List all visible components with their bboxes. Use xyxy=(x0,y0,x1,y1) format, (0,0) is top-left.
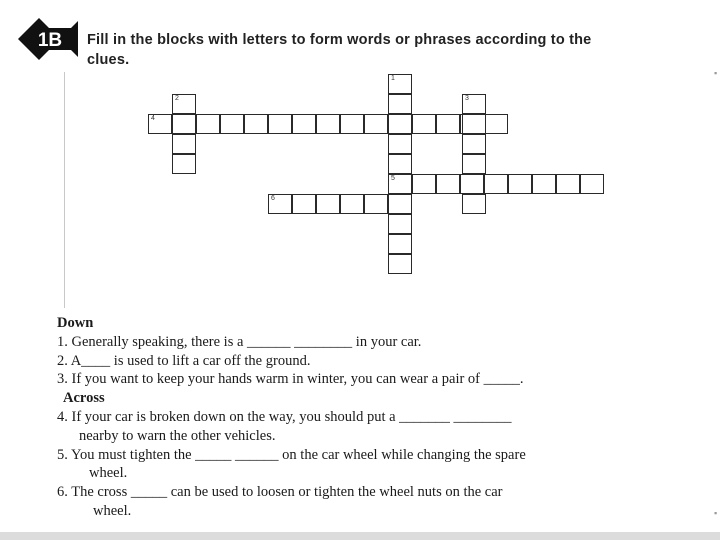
crossword-cell[interactable] xyxy=(316,194,340,214)
crossword-cell[interactable] xyxy=(412,114,436,134)
crossword-cell[interactable] xyxy=(532,174,556,194)
crossword-cell[interactable] xyxy=(292,194,316,214)
crossword-cell[interactable] xyxy=(244,114,268,134)
crossword-cell[interactable] xyxy=(388,254,412,274)
instructions-line-1: Fill in the blocks with letters to form words or phrases according to the xyxy=(87,32,592,48)
crossword-cell[interactable] xyxy=(388,134,412,154)
crossword-cell[interactable] xyxy=(436,114,460,134)
clue-number: 2 xyxy=(175,95,179,102)
clue-number: 3 xyxy=(465,95,469,102)
down-clue: 1. Generally speaking, there is a ______ ________ in your car. xyxy=(57,333,422,350)
clue-number: 6 xyxy=(271,195,275,202)
crossword-cell[interactable] xyxy=(388,234,412,254)
clue-number: 5 xyxy=(391,175,395,182)
crossword-cell[interactable] xyxy=(460,174,484,194)
crossword-cell[interactable] xyxy=(172,94,196,114)
crossword-cell[interactable] xyxy=(484,114,508,134)
crossword-cell[interactable] xyxy=(462,134,486,154)
down-clue: 3. If you want to keep your hands warm in winter, you can wear a pair of _____. xyxy=(57,371,524,388)
crossword-cell[interactable] xyxy=(292,114,316,134)
section-badge xyxy=(17,17,79,61)
crossword-cell[interactable] xyxy=(388,154,412,174)
across-clue: 6. The cross _____ can be used to loosen or tighten the wheel nuts on the car xyxy=(57,484,503,501)
crossword-cell[interactable] xyxy=(462,194,486,214)
crossword-cell[interactable] xyxy=(340,114,364,134)
crossword-cell[interactable] xyxy=(196,114,220,134)
crossword-cell[interactable] xyxy=(172,114,196,134)
crossword-cell[interactable] xyxy=(580,174,604,194)
crossword-cell[interactable] xyxy=(220,114,244,134)
across-clue: 5. You must tighten the _____ ______ on the car wheel while changing the spare xyxy=(57,446,526,463)
down-heading: Down xyxy=(57,315,94,331)
crossword-cell[interactable] xyxy=(462,154,486,174)
crossword-cell[interactable] xyxy=(268,114,292,134)
crossword-cell[interactable] xyxy=(364,194,388,214)
across-clue-continued: wheel. xyxy=(89,465,128,482)
crossword-cell[interactable] xyxy=(364,114,388,134)
crossword-cell[interactable] xyxy=(316,114,340,134)
crossword-cell[interactable] xyxy=(172,134,196,154)
down-clue: 2. A____ is used to lift a car off the ground. xyxy=(57,352,311,369)
crossword-cell[interactable] xyxy=(556,174,580,194)
instructions xyxy=(87,30,691,70)
crossword-cell[interactable] xyxy=(508,174,532,194)
crossword-cell[interactable] xyxy=(484,174,508,194)
across-clue-continued: wheel. xyxy=(93,502,132,519)
across-clue-continued: nearby to warn the other vehicles. xyxy=(79,427,276,444)
crossword-cell[interactable] xyxy=(388,194,412,214)
crossword-cell[interactable] xyxy=(340,194,364,214)
bottom-strip xyxy=(0,532,720,540)
clues-section xyxy=(57,314,697,521)
crossword-cell[interactable] xyxy=(388,174,412,194)
crossword-cell[interactable] xyxy=(388,74,412,94)
crossword-cell[interactable] xyxy=(388,114,412,134)
across-clue: 4. If your car is broken down on the way, you should put a _______ ________ xyxy=(57,408,512,425)
margin-mark: ▪ xyxy=(714,508,718,518)
crossword-cell[interactable] xyxy=(412,174,436,194)
margin-mark: ▪ xyxy=(714,68,718,78)
across-heading: Across xyxy=(63,390,105,407)
instructions-line-2: clues. xyxy=(87,52,130,68)
crossword-cell[interactable] xyxy=(388,214,412,234)
crossword-cell[interactable] xyxy=(172,154,196,174)
clue-number: 1 xyxy=(391,75,395,82)
crossword-cell[interactable] xyxy=(436,174,460,194)
crossword-cell[interactable] xyxy=(148,114,172,134)
crossword-cell[interactable] xyxy=(462,114,486,134)
crossword-cell[interactable] xyxy=(268,194,292,214)
page-guide-line xyxy=(64,72,65,308)
crossword-cell[interactable] xyxy=(388,94,412,114)
crossword-cell[interactable] xyxy=(462,94,486,114)
clue-number: 4 xyxy=(151,115,155,122)
badge-label: 1B xyxy=(37,30,63,51)
